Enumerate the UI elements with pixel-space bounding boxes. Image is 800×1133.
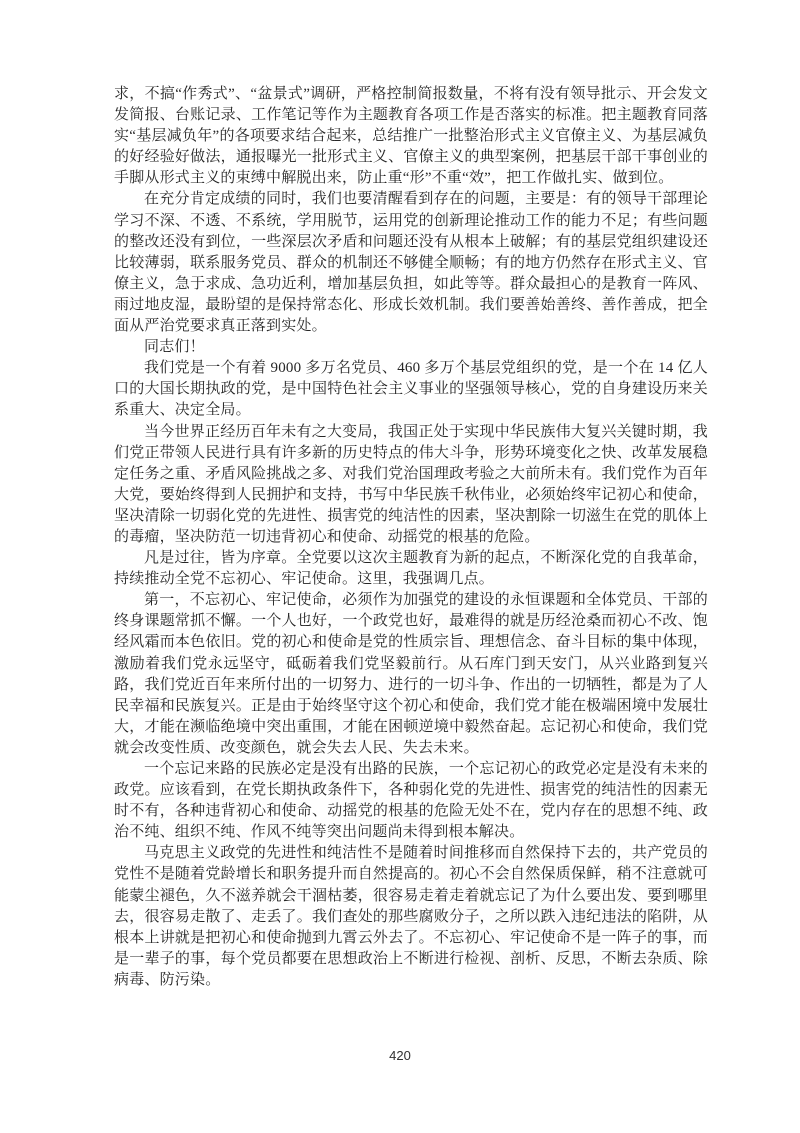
paragraph: 同志们！ — [144, 339, 205, 356]
page-body-text — [114, 84, 708, 991]
paragraph: 一个忘记来路的民族必定是没有出路的民族，一个忘记初心的政党必定是没有未来的政党。应该看到，在党长期执政条件下，各种弱化党的先进性、损害党的纯洁性的因素无时不有，各种违背初心和使命、动摇党的根基的危险无处不在，党内存在的思想不纯、政治不纯、组织不纯、作风不纯等突出问题尚未得到根本解决。 — [114, 761, 708, 841]
paragraph: 我们党是一个有着 9000 多万名党员、460 多万个基层党组织的党，是一个在 14 亿人口的大国长期执政的党，是中国特色社会主义事业的坚强领导核心，党的自身建设历来关系重大、决定全局。 — [114, 360, 708, 419]
paragraph: 求，不搞“作秀式”、“盆景式”调研，严格控制简报数量，不将有没有领导批示、开会发文发简报、台账记录、工作笔记等作为主题教育各项工作是否落实的标准。把主题教育同落实“基层减负年”的各项要求结合起来，总结推广一批整治形式主义官僚主义、为基层减负的好经验好做法，通报曝光一批形式主义、官僚主义的典型案例，把基层干部干事创业的手脚从形式主义的束缚中解脱出来，防止重“形”不重“效”，把工作做扎实、做到位。 — [114, 86, 708, 187]
paragraph: 马克思主义政党的先进性和纯洁性不是随着时间推移而自然保持下去的，共产党员的党性不是随着党龄增长和职务提升而自然提高的。初心不会自然保质保鲜，稍不注意就可能蒙尘褪色，久不滋养就会干涸枯萎，很容易走着走着就忘记了为什么要出发、要到哪里去，很容易走散了、走丢了。我们查处的那些腐败分子，之所以跌入违纪违法的陷阱，从根本上讲就是把初心和使命抛到九霄云外去了。不忘初心、牢记使命不是一阵子的事，而是一辈子的事，每个党员都要在思想政治上不断进行检视、剖析、反思，不断去杂质、除病毒、防污染。 — [114, 845, 708, 988]
paragraph: 在充分肯定成绩的同时，我们也要清醒看到存在的问题，主要是：有的领导干部理论学习不深、不透、不系统，学用脱节，运用党的创新理论推动工作的能力不足；有些问题的整改还没有到位，一些深层次矛盾和问题还没有从根本上破解；有的基层党组织建设还比较薄弱，联系服务党员、群众的机制还不够健全顺畅；有的地方仍然存在形式主义、官僚主义，急于求成、急功近利，增加基层负担，如此等等。群众最担心的是教育一阵风、雨过地皮湿，最盼望的是保持常态化、形成长效机制。我们要善始善终、善作善成，把全面从严治党要求真正落到实处。 — [114, 191, 708, 335]
paragraph: 凡是过往，皆为序章。全党要以这次主题教育为新的起点，不断深化党的自我革命，持续推动全党不忘初心、牢记使命。这里，我强调几点。 — [114, 550, 708, 588]
paragraph: 第一，不忘初心、牢记使命，必须作为加强党的建设的永恒课题和全体党员、干部的终身课题常抓不懈。一个人也好，一个政党也好，最难得的就是历经沧桑而初心不改、饱经风霜而本色依旧。党的初心和使命是党的性质宗旨、理想信念、奋斗目标的集中体现，激励着我们党永远坚守，砥砺着我们党坚毅前行。从石库门到天安门，从兴业路到复兴路，我们党近百年来所付出的一切努力、进行的一切斗争、作出的一切牺牲，都是为了人民幸福和民族复兴。正是由于始终坚守这个初心和使命，我们党才能在极端困境中发展壮大，才能在濒临绝境中突出重围，才能在困顿逆境中毅然奋起。忘记初心和使命，我们党就会改变性质、改变颜色，就会失去人民、失去未来。 — [114, 592, 708, 756]
page-number: 420 — [389, 1048, 411, 1063]
page-footer — [0, 1047, 800, 1065]
paragraph: 当今世界正经历百年未有之大变局，我国正处于实现中华民族伟大复兴关键时期，我们党正带领人民进行具有许多新的历史特点的伟大斗争，形势环境变化之快、改革发展稳定任务之重、矛盾风险挑战之多、对我们党治国理政考验之大前所未有。我们党作为百年大党，要始终得到人民拥护和支持，书写中华民族千秋伟业，必须始终牢记初心和使命，坚决清除一切弱化党的先进性、损害党的纯洁性的因素，坚决割除一切滋生在党的肌体上的毒瘤，坚决防范一切违背初心和使命、动摇党的根基的危险。 — [114, 423, 708, 545]
